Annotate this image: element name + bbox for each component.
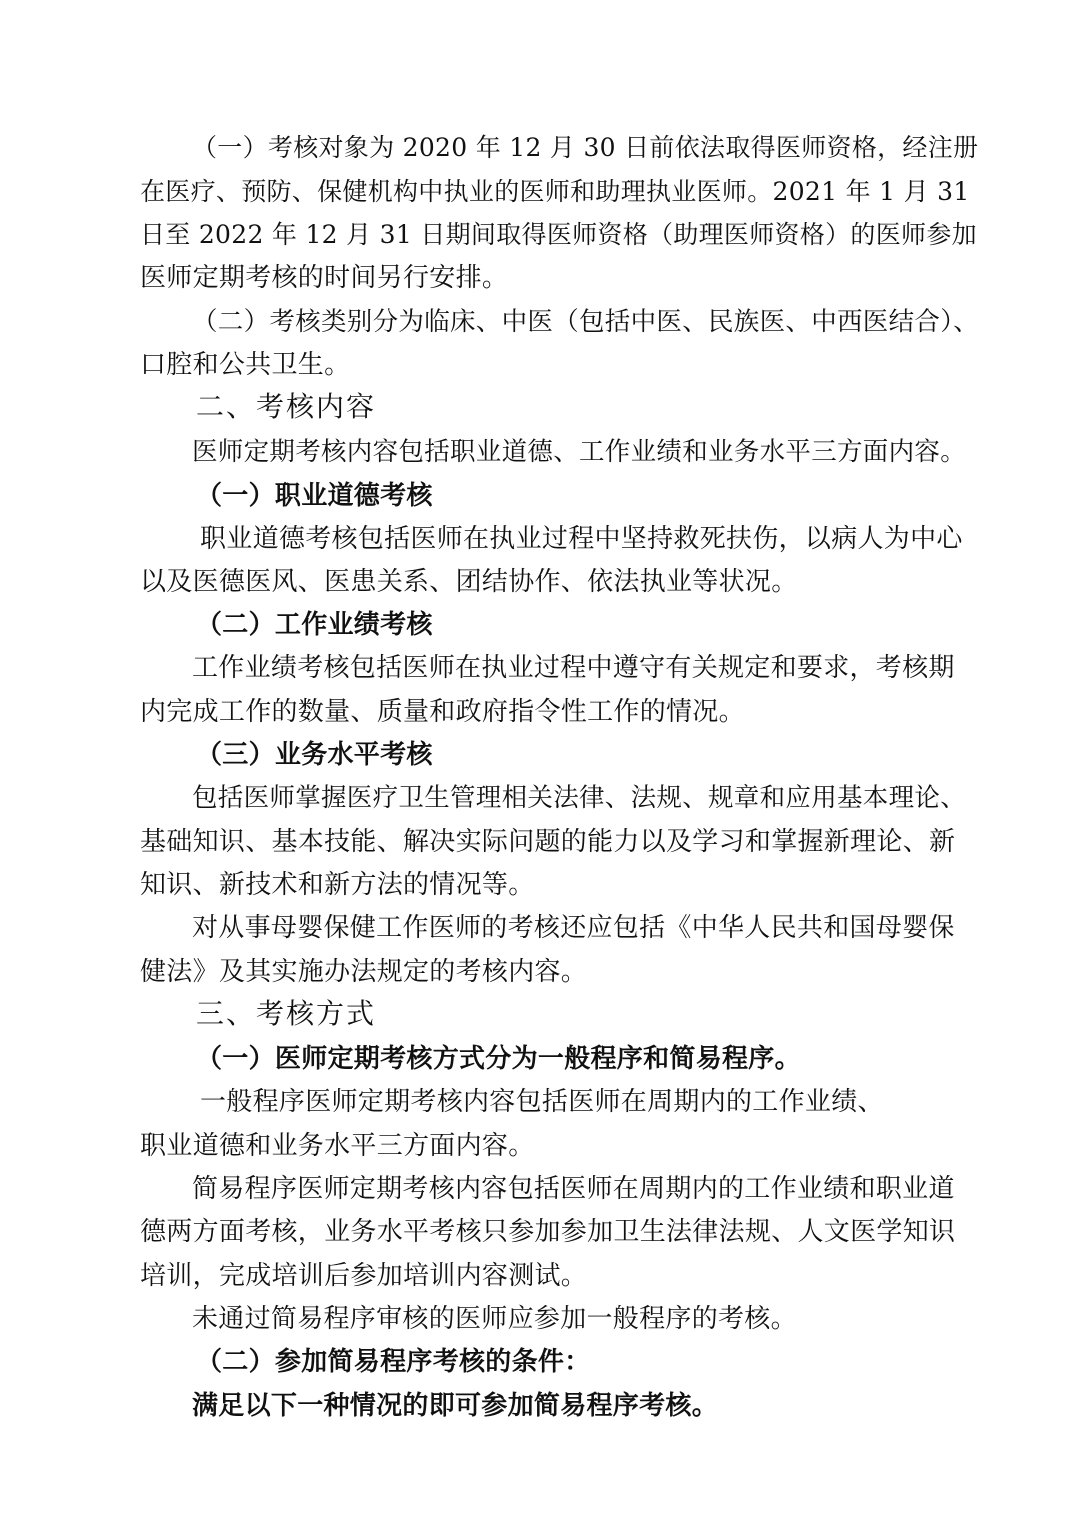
paragraph-line: 包括医师掌握医疗卫生管理相关法律、法规、规章和应用基本理论、 [192, 783, 967, 813]
paragraph-line: （二）考核类别分为临床、中医（包括中医、民族医、中西医结合）、 [192, 307, 980, 337]
section-heading: 二、考核内容 [196, 390, 377, 423]
paragraph-line: 对从事母婴保健工作医师的考核还应包括《中华人民共和国母婴保 [192, 913, 955, 943]
paragraph-line: 内完成工作的数量、质量和政府指令性工作的情况。 [140, 697, 745, 727]
paragraph-line: 基础知识、基本技能、解决实际问题的能力以及学习和掌握新理论、新 [140, 827, 956, 857]
paragraph-line: 培训，完成培训后参加培训内容测试。 [140, 1261, 588, 1291]
paragraph-line: 医师定期考核的时间另行安排。 [140, 263, 509, 293]
paragraph-line: 医师定期考核内容包括职业道德、工作业绩和业务水平三方面内容。 [192, 437, 967, 467]
paragraph-line: 一般程序医师定期考核内容包括医师在周期内的工作业绩、 [200, 1087, 884, 1117]
paragraph-line: 工作业绩考核包括医师在执业过程中遵守有关规定和要求，考核期 [192, 653, 955, 683]
paragraph-line: 简易程序医师定期考核内容包括医师在周期内的工作业绩和职业道 [192, 1174, 955, 1204]
paragraph-line: 在医疗、预防、保健机构中执业的医师和助理执业医师。2021 年 1 月 31 [140, 177, 970, 206]
section-heading: 三、考核方式 [196, 997, 377, 1030]
paragraph-line: 德两方面考核，业务水平考核只参加参加卫生法律法规、人文医学知识 [140, 1217, 956, 1247]
paragraph-line: 满足以下一种情况的即可参加简易程序考核。 [192, 1391, 719, 1421]
paragraph-line: 职业道德考核包括医师在执业过程中坚持救死扶伤，以病人为中心 [200, 524, 963, 554]
paragraph-line: 职业道德和业务水平三方面内容。 [140, 1131, 535, 1161]
paragraph-line: （一）考核对象为 2020 年 12 月 30 日前依法取得医师资格，经注册 [192, 133, 979, 162]
paragraph-line: 未通过简易程序审核的医师应参加一般程序的考核。 [192, 1304, 797, 1334]
paragraph-line: 日至 2022 年 12 月 31 日期间取得医师资格（助理医师资格）的医师参加 [140, 220, 977, 249]
subsection-heading: （一）职业道德考核 [196, 481, 433, 511]
subsection-heading: （三）业务水平考核 [196, 740, 433, 770]
subsection-heading: （一）医师定期考核方式分为一般程序和简易程序。 [196, 1044, 801, 1074]
subsection-heading: （二）参加简易程序考核的条件： [196, 1347, 591, 1377]
paragraph-line: 健法》及其实施办法规定的考核内容。 [140, 957, 588, 987]
paragraph-line: 知识、新技术和新方法的情况等。 [140, 870, 535, 900]
paragraph-line: 口腔和公共卫生。 [140, 350, 351, 380]
paragraph-line: 以及医德医风、医患关系、团结协作、依法执业等状况。 [140, 567, 798, 597]
subsection-heading: （二）工作业绩考核 [196, 610, 433, 640]
